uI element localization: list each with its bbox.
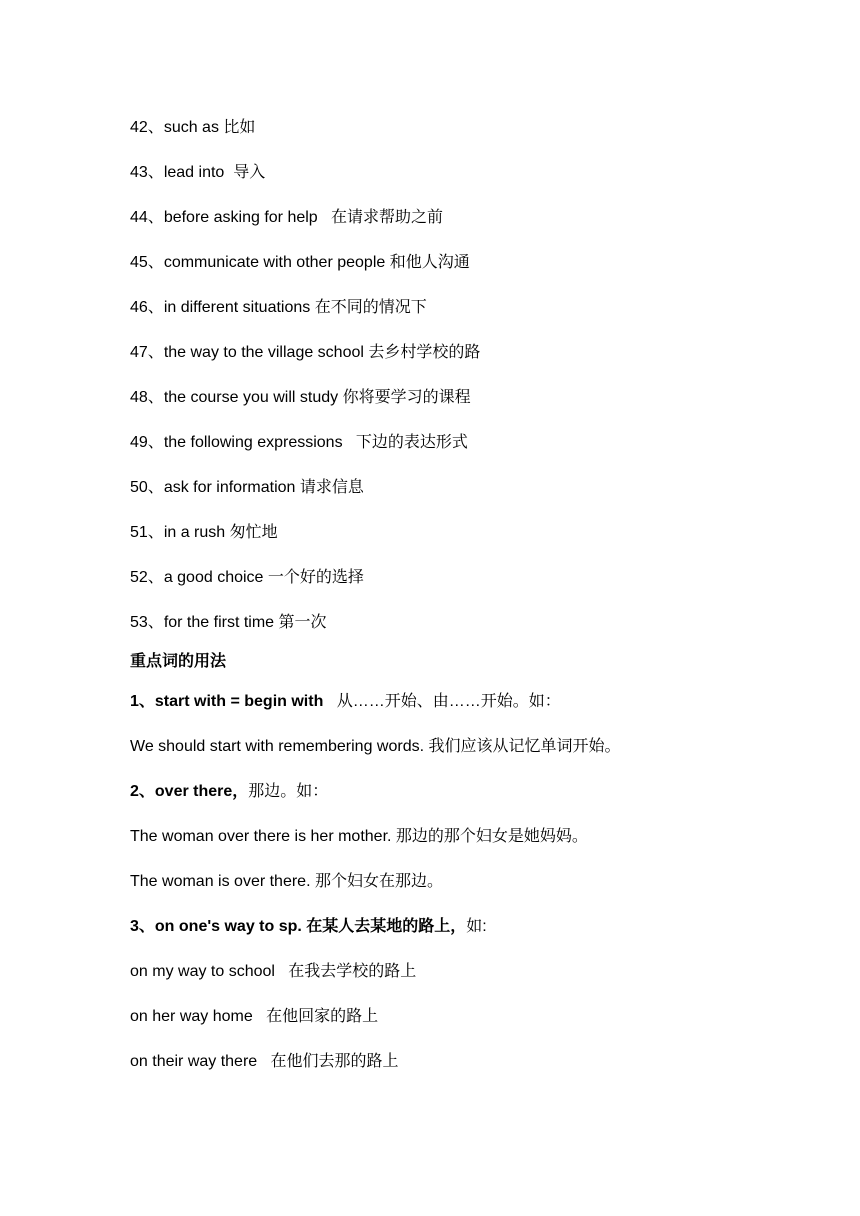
phrase-item: 43、lead into 导入 [130,164,266,181]
phrase-item: 48、the course you will study 你将要学习的课程 [130,389,471,406]
usage-title: 2、over there， [130,783,249,800]
usage-title: 1、start with = begin with [130,693,324,710]
phrase-item: 42、such as 比如 [130,119,256,136]
usage-desc: 那边。如： [248,783,329,800]
phrase-item: 49、the following expressions 下边的表达形式 [130,434,468,451]
usage-example: on their way there 在他们去那的路上 [130,1053,399,1070]
phrase-item: 50、ask for information 请求信息 [130,479,364,496]
phrase-item: 46、in different situations 在不同的情况下 [130,299,427,316]
usage-example: The woman is over there. 那个妇女在那边。 [130,873,443,890]
phrase-item: 47、the way to the village school 去乡村学校的路 [130,344,481,361]
section-heading: 重点词的用法 [130,653,227,670]
phrase-item: 44、before asking for help 在请求帮助之前 [130,209,444,226]
usage-desc: 从……开始、由……开始。如： [323,693,561,710]
usage-item-3 [130,917,487,937]
usage-example: We should start with remembering words. 我们应该从记忆单词开始。 [130,738,621,755]
usage-title: 3、on one's way to sp. 在某人去某地的路上， [130,918,467,935]
phrase-item: 45、communicate with other people 和他人沟通 [130,254,470,271]
phrase-item: 51、in a rush 匆忙地 [130,524,278,541]
usage-desc: 如: [466,918,487,935]
usage-item-2 [130,782,328,802]
phrase-item: 53、for the first time 第一次 [130,614,327,631]
phrase-item: 52、a good choice 一个好的选择 [130,569,364,586]
usage-example: on my way to school 在我去学校的路上 [130,963,417,980]
usage-item-1 [130,692,561,712]
usage-example: on her way home 在他回家的路上 [130,1008,379,1025]
usage-example: The woman over there is her mother. 那边的那个妇女是她妈妈。 [130,828,588,845]
